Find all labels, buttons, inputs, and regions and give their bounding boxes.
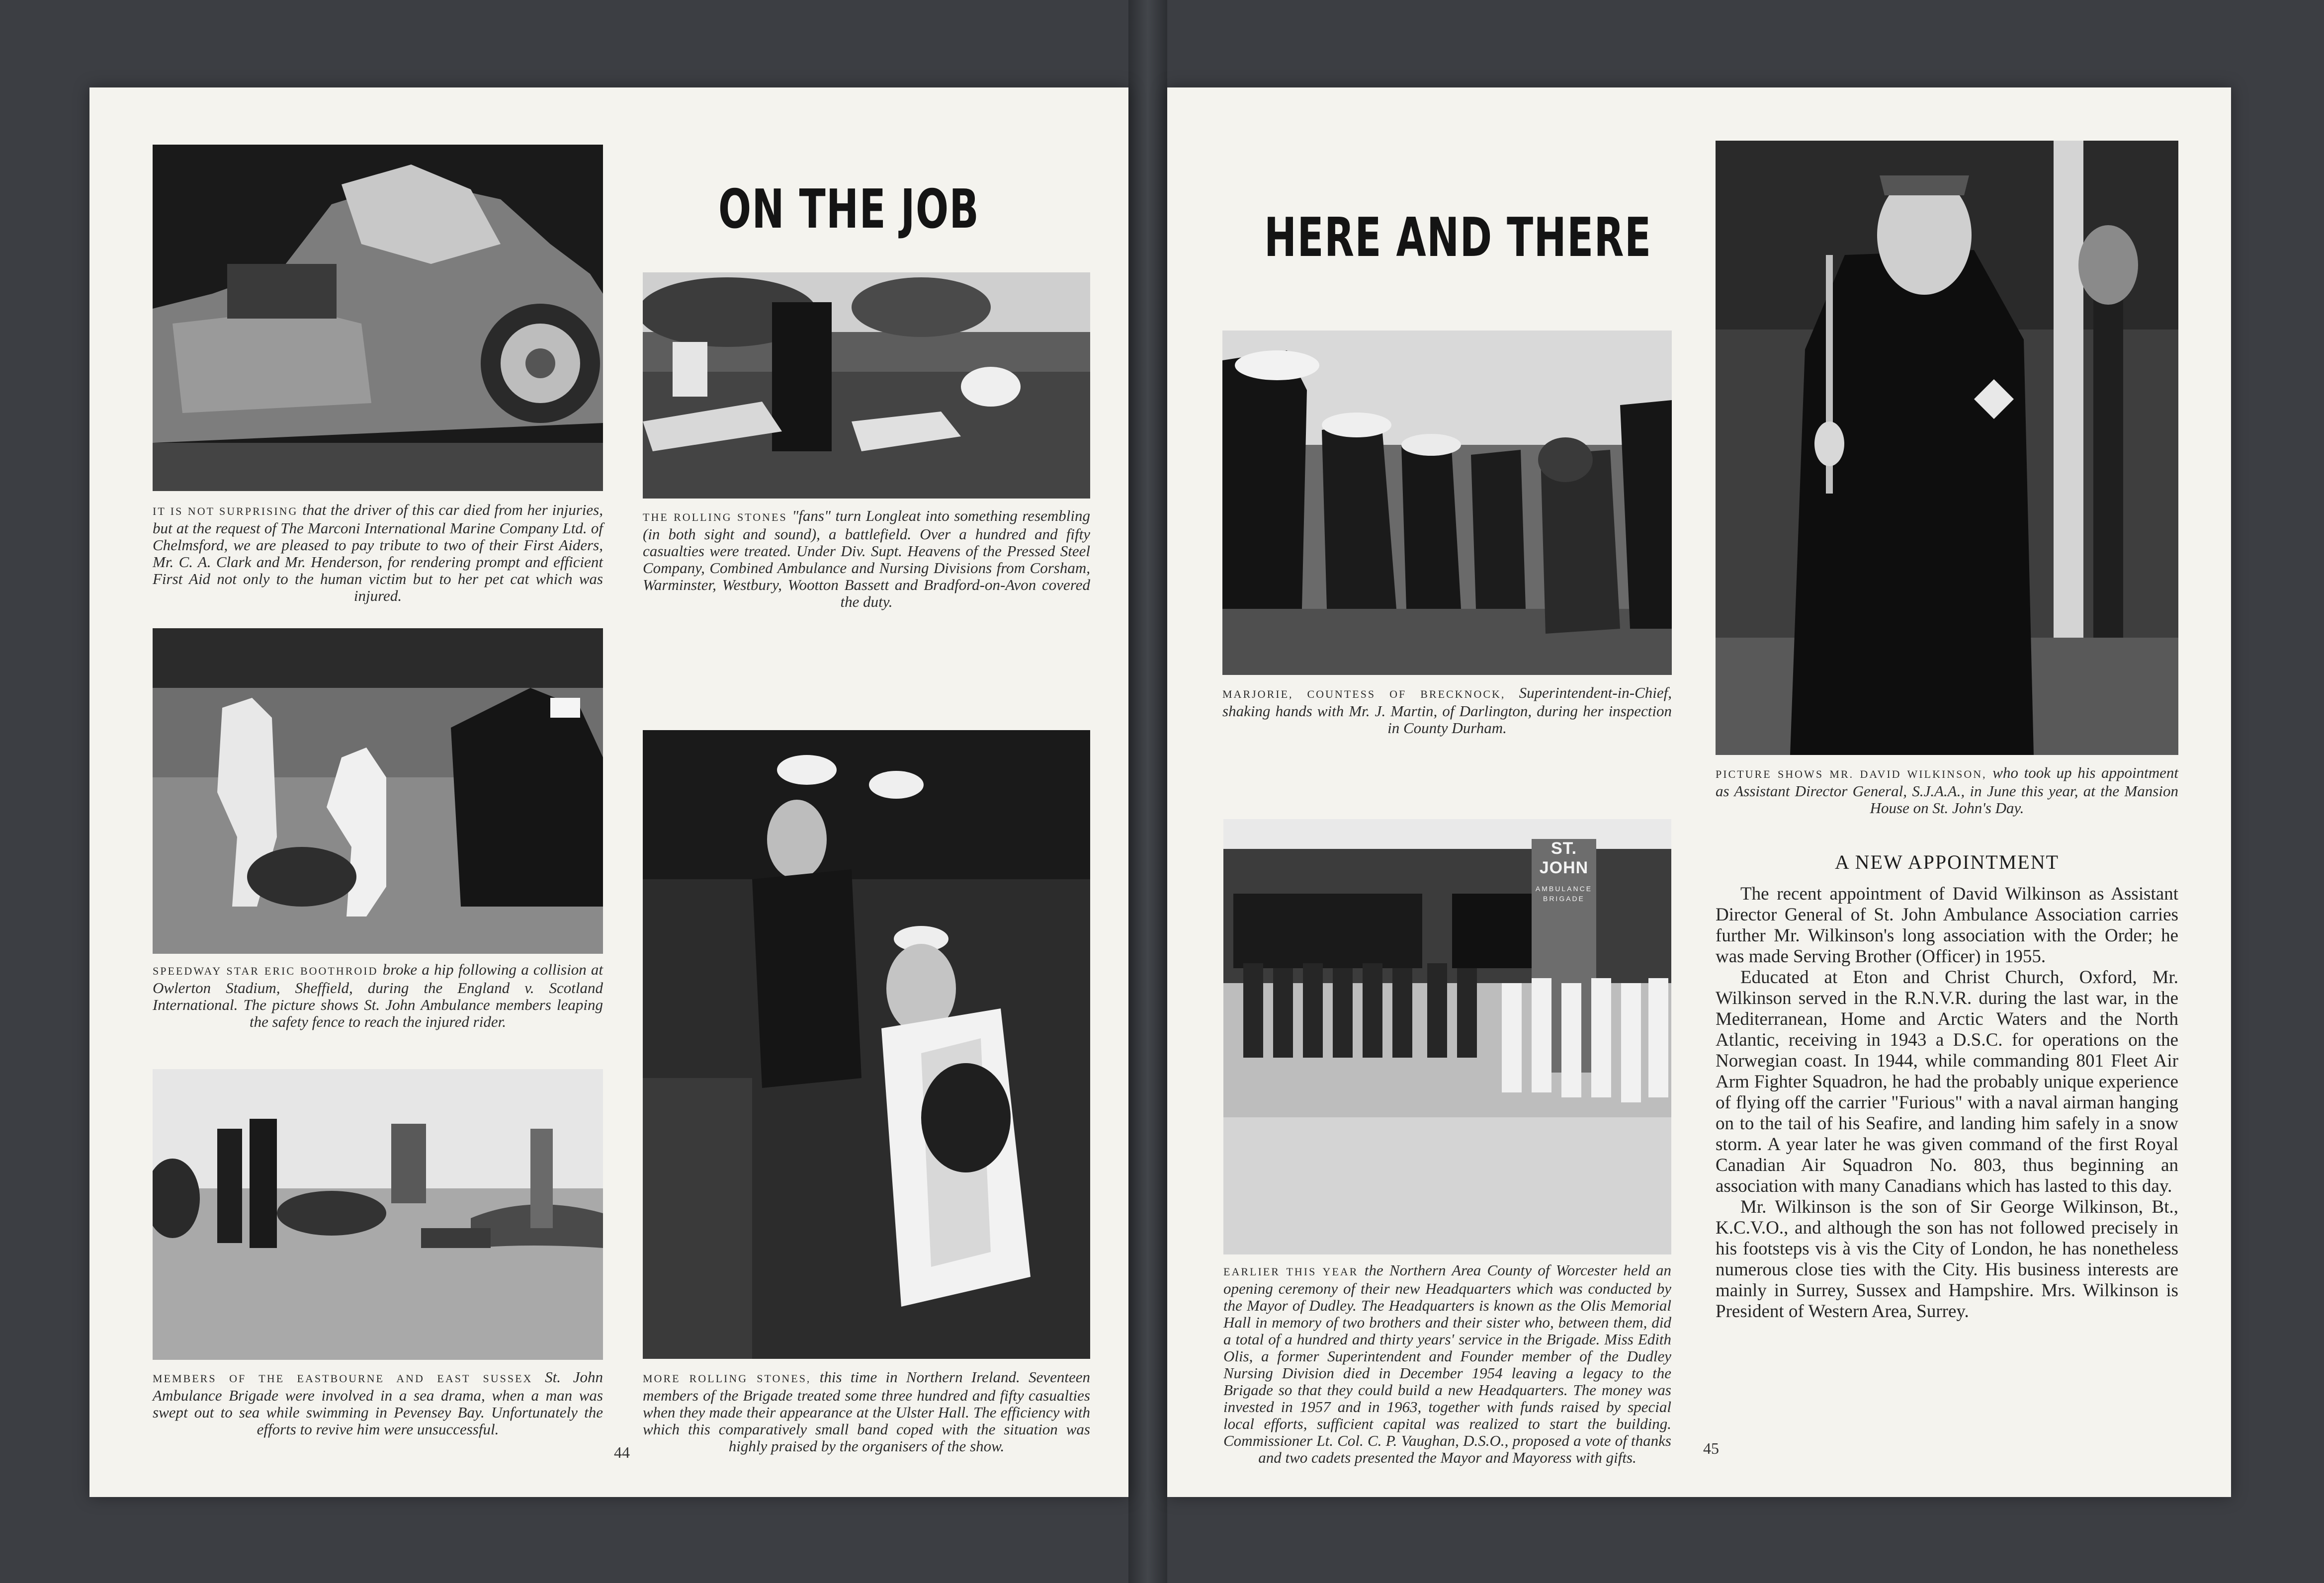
article-paragraph: Mr. Wilkinson is the son of Sir George Wilkinson, Bt., K.C.V.O., and although the son has not followed precisely in his footsteps vis à vis the City of London, he has nonetheless numerous close ties with the City. His business interests are mainly in Surrey, Sussex and Hampshire. Mrs. Wilkinson is President of Western Area, Surrey. [1716, 1197, 2178, 1322]
caption-lead: SPEEDWAY STAR ERIC BOOTHROID [153, 965, 378, 977]
caption-text: "fans" turn Longleat into something resembling (in both sight and sound), a battlefield. Over a hundred and fifty casualties were treated. Under Div. Supt. Heavens of the Pressed Steel Company, Combined Ambulance and Nursing Divisions from Corsham, Warminster, Westbury, Wootton Bassett and Bradford-on-Avon covered the duty. [643, 507, 1091, 610]
caption-countess [1222, 684, 1672, 737]
caption-ulster-hall [643, 1369, 1090, 1455]
binding-gutter [1128, 0, 1167, 1583]
caption-text: this time in Northern Ireland. Seventeen members of the Brigade treated some three hundred and fifty casualties when they made their appearance at the Ulster Hall. The efficiency with which this comparatively small band coped with the situation was highly praised by the organisers of the show. [643, 1368, 1090, 1455]
caption-lead: IT IS NOT SURPRISING [153, 505, 298, 517]
caption-lead: MORE ROLLING STONES, [643, 1372, 811, 1385]
article-paragraph: Educated at Eton and Christ Church, Oxford, Mr. Wilkinson served in the R.N.V.R. during the last war, in the Mediterranean, Home and Arctic Waters and the North Atlantic, receiving in 1943 a D.S.C. for operations on the Norwegian coast. In 1944, while commanding 801 Fleet Air Arm Fighter Squadron, he had the probably unique experience of flying off the carrier "Furious" with a naval airman hanging on to the tail of his Seafire, and landing him safely in a snow storm. A year later he was given command of the first Royal Canadian Air Squadron No. 803, thus beginning an association with many Canadians which has lasted to this day. [1716, 967, 2178, 1196]
caption-eastbourne [153, 1369, 603, 1438]
photo-headquarters-opening [1223, 819, 1671, 1254]
caption-headquarters [1223, 1262, 1671, 1466]
page-number: 45 [1703, 1439, 1719, 1457]
caption-text: broke a hip following a collision at Owlerton Stadium, Sheffield, during the England v. Scotland International. The picture shows St. John Ambulance members leaping the safety fence to reach the injured rider. [153, 961, 603, 1030]
left-page [89, 87, 1128, 1497]
photo-beach-rescue [153, 1069, 603, 1360]
photo-longleat-fans [643, 272, 1090, 499]
caption-lead: PICTURE SHOWS MR. DAVID WILKINSON, [1716, 768, 1987, 780]
caption-lead: EARLIER THIS YEAR [1223, 1265, 1359, 1278]
building-sign-name: ST. JOHN [1539, 839, 1589, 877]
caption-wilkinson [1716, 764, 2178, 817]
caption-crashed-car [153, 501, 603, 604]
page-title: ON THE JOB [718, 178, 980, 241]
photo-speedway-rescue [153, 628, 603, 954]
building-sign-line2: BRIGADE [1543, 895, 1585, 903]
caption-text: who took up his appointment as Assistant Director General, S.J.A.A., in June this year, at the Mansion House on St. John's Day. [1716, 764, 2178, 817]
page-number: 44 [614, 1443, 630, 1461]
photo-ulster-hall-crowd [643, 730, 1090, 1359]
building-sign-line1: AMBULANCE [1535, 885, 1593, 893]
building-sign [1532, 839, 1596, 903]
article-paragraph: The recent appointment of David Wilkinson as Assistant Director General of St. John Ambulance Association carries further Mr. Wilkinson's long association with the Order; he was made Serving Brother (Officer) in 1955. [1716, 884, 2178, 967]
caption-text: St. John Ambulance Brigade were involved in a sea drama, when a man was swept out to sea while swimming in Pevensey Bay. Unfortunately the efforts to revive him were unsuccessful. [153, 1368, 603, 1438]
caption-lead: MEMBERS OF THE EASTBOURNE AND EAST SUSSEX [153, 1372, 533, 1385]
caption-lead: MARJORIE, COUNTESS OF BRECKNOCK, [1222, 688, 1506, 700]
caption-text: the Northern Area County of Worcester held an opening ceremony of their new Headquarters which was conducted by the Mayor of Dudley. The Headquarters is known as the Olis Memorial Hall in memory of two brothers and their sister who, between them, did a total of a hundred and thirty years' service in the Brigade. Miss Edith Olis, a former Superintendent and Founder member of the Dudley Nursing Division died in December 1954 leaving a legacy to the Brigade so that they could build a new Headquarters. The money was invested in 1957 and in 1963, together with funds raised by special local efforts, sufficient capital was realized to start the building. Commissioner Lt. Col. C. P. Vaughan, D.S.O., proposed a vote of thanks and two cadets presented the Mayor and Mayoress with gifts. [1223, 1261, 1671, 1466]
right-page [1167, 87, 2231, 1497]
caption-lead: THE ROLLING STONES [643, 511, 787, 523]
photo-crashed-car [153, 145, 603, 491]
page-title: HERE AND THERE [1264, 207, 1652, 269]
caption-longleat [643, 507, 1090, 610]
caption-text: that the driver of this car died from her injuries, but at the request of The Marconi International Marine Company Ltd. of Chelmsford, we are pleased to pay tribute to two of their First Aiders, Mr. C. A. Clark and Mr. Henderson, for rendering prompt and efficient First Aid not only to the human victim but to her pet cat which was injured. [153, 501, 603, 604]
photo-countess-inspection [1222, 331, 1672, 675]
photo-david-wilkinson [1716, 141, 2178, 755]
article-body [1716, 884, 2178, 1322]
caption-speedway [153, 961, 603, 1030]
article-heading: A NEW APPOINTMENT [1834, 851, 2060, 873]
caption-text: Superintendent-in-Chief, shaking hands with Mr. J. Martin, of Darlington, during her inspection in County Durham. [1222, 684, 1672, 737]
